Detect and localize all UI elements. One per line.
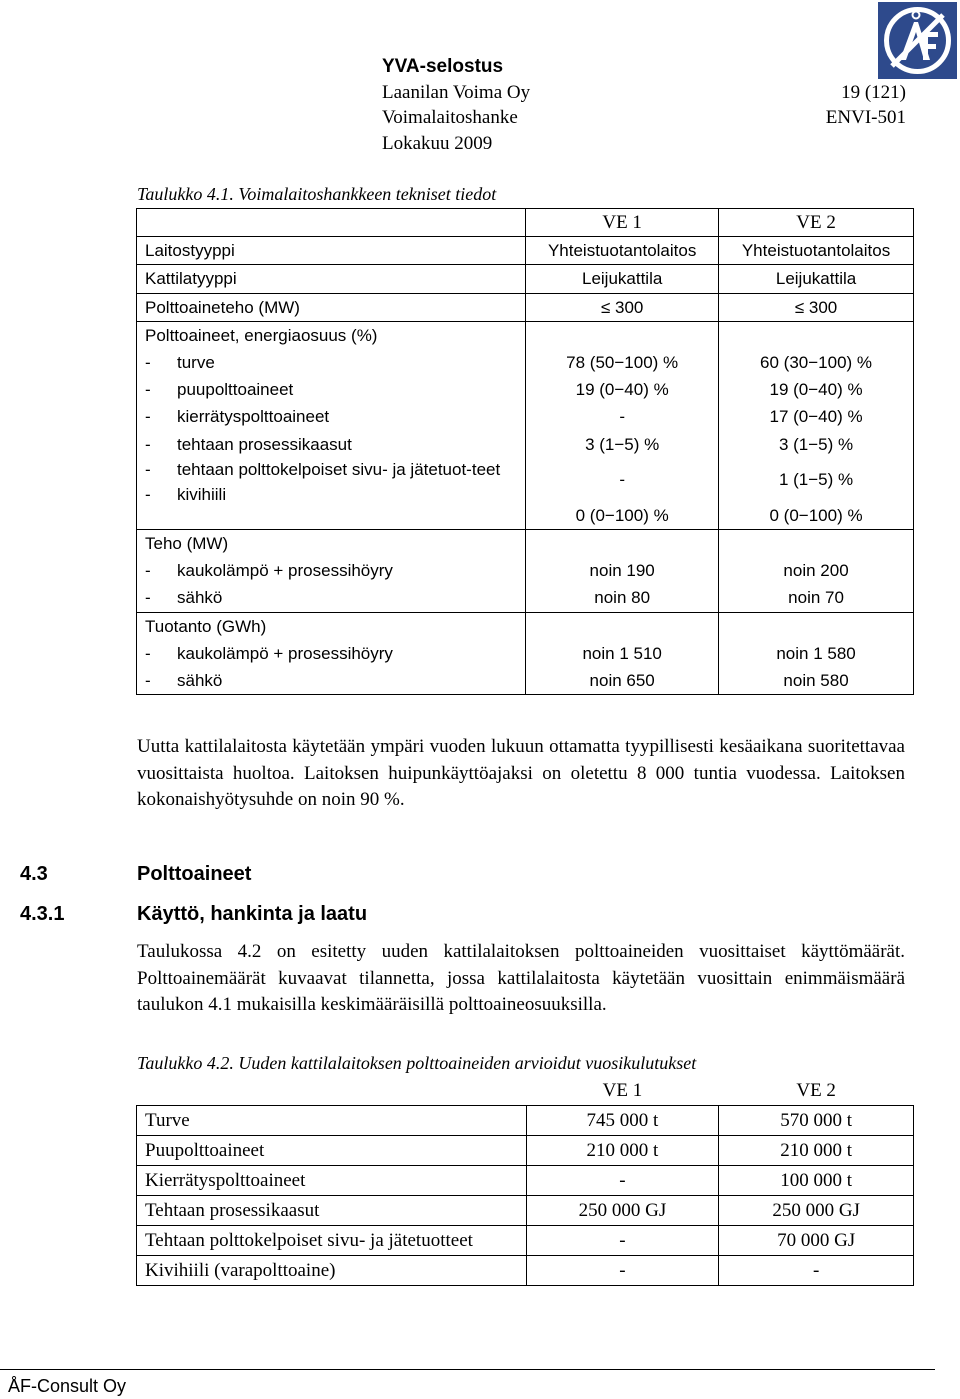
document-date: Lokakuu 2009 bbox=[382, 133, 493, 154]
fuel-consumption-table bbox=[136, 1076, 914, 1286]
row-label: Tehtaan prosessikaasut bbox=[137, 1196, 527, 1226]
table1-caption: Taulukko 4.1. Voimalaitoshankkeen tekniset tiedot bbox=[137, 184, 497, 204]
table2-caption: Taulukko 4.2. Uuden kattilalaitoksen polttoaineiden arvioidut vuosikulutukset bbox=[137, 1053, 697, 1073]
af-logo bbox=[878, 2, 957, 79]
cell-ve2: 70 000 GJ bbox=[719, 1226, 914, 1256]
list-item: - kaukolämpö + prosessihöyry bbox=[145, 561, 393, 581]
list-item: - tehtaan polttokelpoiset sivu- ja jätetuot-teet bbox=[145, 459, 501, 479]
column-header-ve1: VE 1 bbox=[602, 1080, 643, 1101]
table-header-row bbox=[137, 209, 914, 237]
power-group-row bbox=[137, 530, 914, 613]
row-label: Kivihiili (varapolttoaine) bbox=[137, 1256, 527, 1286]
fuels-ve2-cell: 60 (30−100) % 19 (0−40) % 17 (0−40) % 3 (1−5) % 1 (1−5) % 0 (0−100) % bbox=[719, 321, 914, 529]
production-group-row bbox=[137, 612, 914, 695]
cell-ve2: 570 000 t bbox=[719, 1106, 914, 1136]
row-label: Kierrätyspolttoaineet bbox=[137, 1166, 527, 1196]
footer-company: ÅF-Consult Oy bbox=[8, 1376, 127, 1396]
row-label: Turve bbox=[137, 1106, 527, 1136]
table-row bbox=[137, 237, 914, 265]
fuels-group-row bbox=[137, 321, 914, 529]
power-ve2-cell: noin 200 noin 70 bbox=[719, 530, 914, 613]
fuels-label-cell bbox=[137, 321, 526, 529]
table-row bbox=[137, 1136, 914, 1166]
cell-ve2: 210 000 t bbox=[719, 1136, 914, 1166]
cell-ve2: 100 000 t bbox=[719, 1166, 914, 1196]
cell-ve2: 250 000 GJ bbox=[719, 1196, 914, 1226]
cell-ve1: Yhteistuotantolaitos bbox=[526, 237, 719, 265]
row-label: Polttoaineteho (MW) bbox=[137, 293, 526, 321]
column-header-ve2: VE 2 bbox=[796, 1080, 836, 1101]
row-label: Tehtaan polttokelpoiset sivu- ja jätetuotteet bbox=[137, 1226, 527, 1256]
cell-ve1: - bbox=[526, 1226, 719, 1256]
cell-ve1: ≤ 300 bbox=[526, 293, 719, 321]
empty-header-cell bbox=[137, 1076, 527, 1106]
company-name: Laanilan Voima Oy bbox=[382, 82, 531, 103]
empty-header-cell bbox=[137, 209, 526, 237]
production-ve1-cell: noin 1 510 noin 650 bbox=[526, 612, 719, 695]
group-heading: Polttoaineet, energiaosuus (%) bbox=[145, 325, 378, 345]
table-row bbox=[137, 1256, 914, 1286]
cell-ve1: 745 000 t bbox=[526, 1106, 719, 1136]
row-label: Laitostyyppi bbox=[137, 237, 526, 265]
fuels-ve1-cell: 78 (50−100) % 19 (0−40) % - 3 (1−5) % - 0 (0−100) % bbox=[526, 321, 719, 529]
document-title: YVA-selostus bbox=[382, 56, 504, 77]
cell-ve1: Leijukattila bbox=[526, 265, 719, 293]
table-row bbox=[137, 1196, 914, 1226]
list-item: - kierrätyspolttoaineet bbox=[145, 407, 330, 427]
cell-ve2: Leijukattila bbox=[719, 265, 914, 293]
production-ve2-cell: noin 1 580 noin 580 bbox=[719, 612, 914, 695]
cell-ve2: Yhteistuotantolaitos bbox=[719, 237, 914, 265]
row-label: Puupolttoaineet bbox=[137, 1136, 527, 1166]
list-item: - kaukolämpö + prosessihöyry bbox=[145, 643, 393, 663]
list-item: - sähkö bbox=[145, 671, 223, 691]
table-row bbox=[137, 265, 914, 293]
footer-divider bbox=[0, 1369, 935, 1370]
power-ve1-cell: noin 190 noin 80 bbox=[526, 530, 719, 613]
list-item: - puupolttoaineet bbox=[145, 380, 294, 400]
column-header-ve1: VE 1 bbox=[526, 209, 719, 237]
group-heading: Teho (MW) bbox=[145, 534, 229, 554]
list-item: - turve bbox=[145, 353, 215, 373]
list-item: - tehtaan prosessikaasut bbox=[145, 434, 352, 454]
cell-ve2: - bbox=[719, 1256, 914, 1286]
row-label: Kattilatyyppi bbox=[137, 265, 526, 293]
cell-ve1: - bbox=[526, 1166, 719, 1196]
subsection-title: Käyttö, hankinta ja laatu bbox=[137, 903, 368, 925]
cell-ve1: 210 000 t bbox=[526, 1136, 719, 1166]
document-id: ENVI-501 bbox=[825, 107, 906, 128]
list-item: - kivihiili bbox=[145, 484, 227, 504]
table-header-row bbox=[137, 1076, 914, 1106]
cell-ve2: ≤ 300 bbox=[719, 293, 914, 321]
table-row bbox=[137, 1106, 914, 1136]
production-label-cell bbox=[137, 612, 526, 695]
list-item: - sähkö bbox=[145, 588, 223, 608]
section-title: Polttoaineet bbox=[137, 863, 252, 885]
section-number: 4.3 bbox=[20, 863, 48, 885]
power-label-cell bbox=[137, 530, 526, 613]
technical-data-table bbox=[136, 208, 914, 695]
project-name: Voimalaitoshanke bbox=[382, 107, 518, 128]
subsection-number: 4.3.1 bbox=[20, 903, 65, 925]
table-row bbox=[137, 1166, 914, 1196]
table-row bbox=[137, 1226, 914, 1256]
cell-ve1: 250 000 GJ bbox=[526, 1196, 719, 1226]
group-heading: Tuotanto (GWh) bbox=[145, 616, 267, 636]
cell-ve1: - bbox=[526, 1256, 719, 1286]
fuel-usage-paragraph: Taulukossa 4.2 on esitetty uuden kattilalaitoksen polttoaineiden vuosittaiset käyttömäärät. Polttoainemäärät kuvaavat tilannetta, jossa kattilalaitosta käytetään vuosittain enimmäismäärä taulukon 4.1 mukaisilla keskimääräisillä polttoaineosuuksilla. bbox=[137, 941, 905, 1015]
column-header-ve2: VE 2 bbox=[719, 209, 914, 237]
operation-paragraph: Uutta kattilalaitosta käytetään ympäri vuoden lukuun ottamatta tyypillisesti kesäaikana suoritettavaa vuosittaista huoltoa. Laitoksen huipunkäyttöajaksi on oletettu 8 000 tuntia vuodessa. Laitoksen kokonaishyötysuhde on noin 90 %. bbox=[137, 736, 905, 810]
page-number: 19 (121) bbox=[841, 82, 906, 103]
table-row bbox=[137, 293, 914, 321]
